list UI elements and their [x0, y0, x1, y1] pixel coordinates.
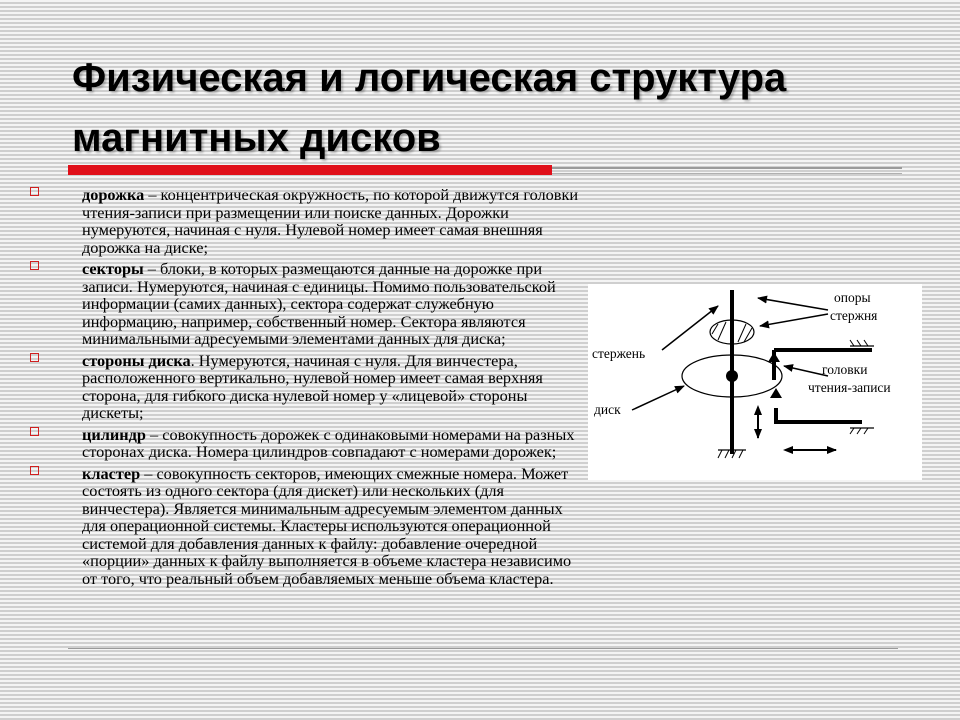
supports-pointer-arrow-2: [760, 314, 828, 326]
disk-structure-diagram: [588, 284, 922, 480]
bottom-divider: [68, 648, 898, 649]
label-rod: стержень: [592, 346, 646, 361]
term: кластер: [82, 463, 141, 483]
square-bullet-icon: [30, 261, 39, 270]
definition: – блоки, в которых размещаются данные на дорожке при записи. Нумеруются, начиная с единицы. Помимо пользовательской информации (самих данных), сектора содержат служебную информацию, например, собственный номер. Сектора являются минимальными адресуемыми элементами данных для диска;: [82, 259, 556, 348]
label-supports-line-1: опоры: [834, 290, 871, 305]
definition: . Нумеруются, начиная с нуля. Для винчестера, расположенного вертикально, нулевой номер имеет самая верхняя сторона, для гибкого диска нулевой номер у «лицевой» стороны дискеты;: [82, 350, 543, 422]
disk-pointer-arrow: [632, 386, 684, 410]
list-item: [30, 465, 590, 588]
definition: – совокупность секторов, имеющих смежные номера. Может состоять из одного сектора (для дискет) или нескольких (для винчестера). Является минимальным адресуемым элементом данных для операционной системы. Кластеры используются операционной системой для добавления данных к файлу: добавление очередной «порции» данных к файлу выполняется в объеме кластера независимо от того, что реальный объем добавляемых меньше объема кластера.: [82, 463, 572, 588]
slide-title: [72, 48, 912, 168]
square-bullet-icon: [30, 427, 39, 436]
definition: – совокупность дорожек с одинаковыми номерами на разных сторонах диска. Номера цилиндров совпадают с номерами дорожек;: [82, 424, 575, 461]
title-underline-gray: [552, 167, 902, 169]
slide-title-line-2: магнитных дисков: [72, 116, 441, 160]
slide-title-line-1: Физическая и логическая структура: [72, 56, 787, 100]
term: цилиндр: [82, 424, 146, 444]
disk-center-dot: [726, 370, 738, 382]
square-bullet-icon: [30, 353, 39, 362]
square-bullet-icon: [30, 466, 39, 475]
definition: – концентрическая окружность, по которой движутся головки чтения-записи при размещении или поиске данных. Дорожки нумеруются, начиная с нуля. Нулевой номер имеет самая внешняя дорожка на диске;: [82, 185, 579, 257]
supports-pointer-arrow: [758, 298, 828, 310]
term: стороны диска: [82, 350, 191, 370]
square-bullet-icon: [30, 187, 39, 196]
label-supports-line-2: стержня: [830, 308, 878, 323]
list-item: [30, 260, 590, 348]
list-item: [30, 186, 590, 256]
rod-pointer-arrow: [662, 306, 718, 350]
list-item: [30, 426, 590, 461]
label-heads-line-1: головки: [822, 362, 868, 377]
title-underline-red: [68, 165, 552, 175]
term: секторы: [82, 259, 144, 278]
label-disk: диск: [594, 402, 621, 417]
definition-list: [30, 186, 590, 591]
term: дорожка: [82, 185, 145, 204]
label-heads-line-2: чтения-записи: [808, 380, 891, 395]
list-item: [30, 352, 590, 422]
title-underline-gray-2: [552, 173, 902, 174]
